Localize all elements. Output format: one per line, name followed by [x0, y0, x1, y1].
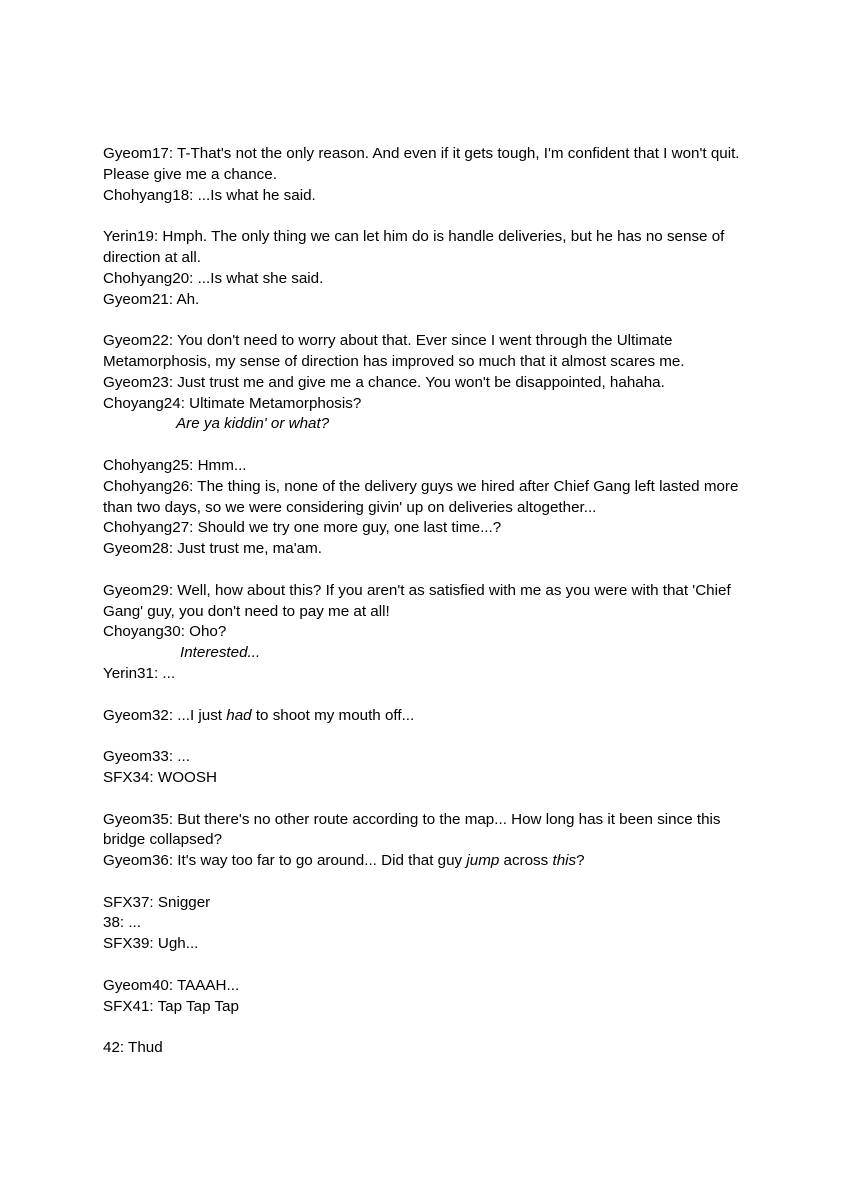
line-text: Gyeom21: Ah. — [103, 290, 200, 308]
line-text: Chohyang25: Hmm... — [103, 456, 247, 474]
line-text: Gyeom17: T-That's not the only reason. And even if it gets tough, I'm confident that I won't quit. Please give me a chance. — [103, 145, 744, 183]
emphasis-text: Are ya kiddin' or what? — [176, 415, 330, 433]
dialogue-line — [103, 290, 753, 311]
line-text: Gyeom36: It's way too far to go around... Did that guy — [103, 852, 467, 870]
dialogue-line — [103, 810, 753, 852]
paragraph-gap — [103, 685, 753, 706]
dialogue-line — [103, 394, 753, 415]
paragraph-gap — [103, 310, 753, 331]
line-text: to shoot my mouth off... — [251, 706, 415, 724]
line-text: Chohyang20: ...Is what she said. — [103, 269, 324, 287]
dialogue-line — [103, 186, 753, 207]
line-text: SFX41: Tap Tap Tap — [103, 997, 239, 1015]
line-text: SFX37: Snigger — [103, 893, 211, 911]
line-text: SFX34: WOOSH — [103, 768, 217, 786]
dialogue-line — [103, 913, 753, 934]
paragraph-gap — [103, 1017, 753, 1038]
line-text: Choyang30: Oho? — [103, 623, 227, 641]
paragraph-gap — [103, 206, 753, 227]
dialogue-line — [103, 144, 753, 186]
dialogue-line — [103, 893, 753, 914]
emphasis-text: Interested... — [180, 644, 261, 662]
dialogue-line — [103, 331, 753, 373]
dialogue-line — [103, 581, 753, 623]
emphasis-text: this — [552, 852, 577, 870]
dialogue-line — [103, 643, 753, 664]
dialogue-line — [103, 518, 753, 539]
dialogue-line — [103, 622, 753, 643]
line-text: ? — [576, 852, 585, 870]
line-text: Yerin31: ... — [103, 664, 176, 682]
emphasis-text: had — [226, 706, 252, 724]
dialogue-line — [103, 539, 753, 560]
dialogue-line — [103, 227, 753, 269]
paragraph-gap — [103, 872, 753, 893]
emphasis-text: jump — [466, 852, 500, 870]
line-text: Gyeom22: You don't need to worry about that. Ever since I went through the Ultimate Metamorphosis, my sense of direction has improved so much that it almost scares me. — [103, 332, 685, 370]
line-text: 42: Thud — [103, 1039, 163, 1057]
dialogue-line — [103, 414, 753, 435]
dialogue-line — [103, 664, 753, 685]
dialogue-line — [103, 477, 753, 519]
dialogue-line — [103, 851, 753, 872]
dialogue-line — [103, 1038, 753, 1059]
dialogue-line — [103, 997, 753, 1018]
line-text: Yerin19: Hmph. The only thing we can let him do is handle deliveries, but he has no sense of direction at all. — [103, 228, 729, 266]
line-text: SFX39: Ugh... — [103, 935, 199, 953]
paragraph-gap — [103, 955, 753, 976]
line-text: Chohyang27: Should we try one more guy, one last time...? — [103, 519, 502, 537]
line-text: Gyeom35: But there's no other route according to the map... How long has it been since this bridge collapsed? — [103, 810, 725, 849]
paragraph-gap — [103, 789, 753, 810]
dialogue-line — [103, 976, 753, 997]
dialogue-line — [103, 269, 753, 290]
paragraph-gap — [103, 435, 753, 456]
dialogue-line — [103, 456, 753, 477]
dialogue-line — [103, 934, 753, 955]
dialogue-line — [103, 768, 753, 789]
dialogue-line — [103, 747, 753, 768]
script-text — [103, 144, 753, 1059]
line-text: Gyeom28: Just trust me, ma'am. — [103, 540, 322, 558]
line-text: Gyeom40: TAAAH... — [103, 976, 240, 994]
line-text: Choyang24: Ultimate Metamorphosis? — [103, 394, 362, 412]
line-text: across — [499, 852, 553, 870]
line-text: 38: ... — [103, 914, 141, 932]
line-text: Gyeom32: ...I just — [103, 706, 227, 724]
line-text: Chohyang18: ...Is what he said. — [103, 186, 316, 204]
line-text: Gyeom29: Well, how about this? If you aren't as satisfied with me as you were with that 'Chief Gang' guy, you don't need to pay me at all! — [103, 581, 735, 620]
dialogue-line — [103, 706, 753, 727]
paragraph-gap — [103, 560, 753, 581]
line-text: Chohyang26: The thing is, none of the delivery guys we hired after Chief Gang left lasted more than two days, so we were considering givin' up on deliveries altogether... — [103, 477, 743, 516]
dialogue-line — [103, 373, 753, 394]
line-text: Gyeom33: ... — [103, 748, 190, 766]
line-text: Gyeom23: Just trust me and give me a chance. You won't be disappointed, hahaha. — [103, 373, 665, 391]
paragraph-gap — [103, 726, 753, 747]
